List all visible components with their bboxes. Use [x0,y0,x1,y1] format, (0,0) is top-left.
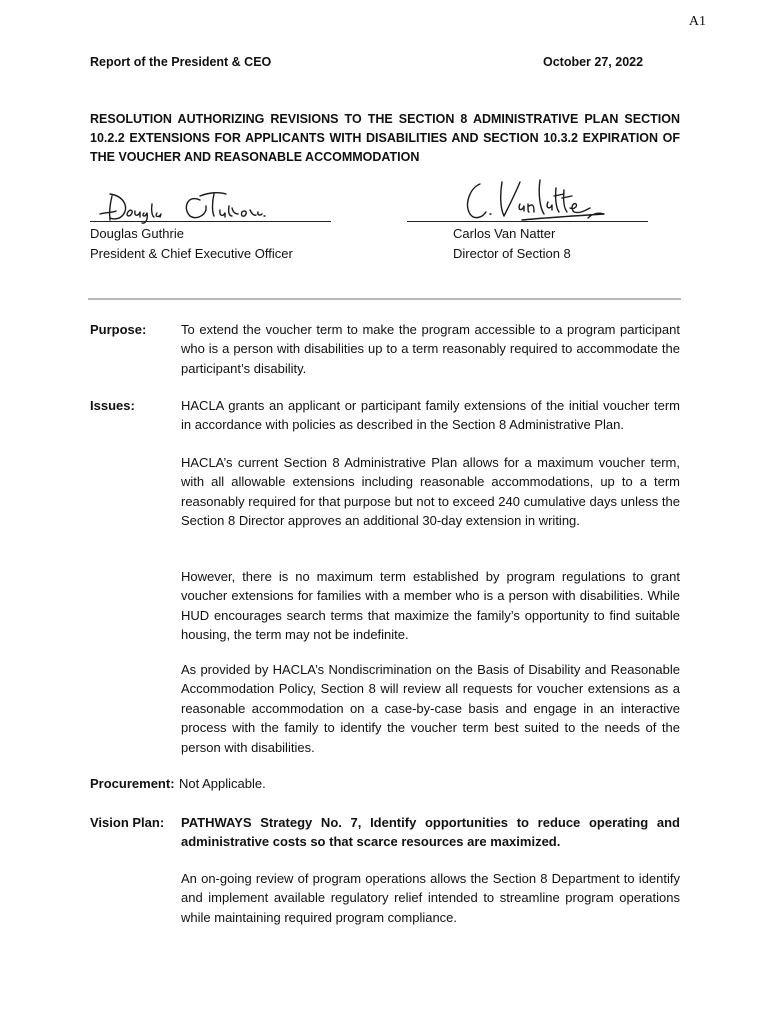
vision-plan-label: Vision Plan: [90,815,165,830]
report-date: October 27, 2022 [543,55,644,69]
issues-label: Issues: [90,398,135,413]
purpose-text: To extend the voucher term to make the program accessible to a program participant who is a person with disabilities up to a term reasonably required to accommodate the participant’s disability. [181,322,680,376]
vision-plan-text: An on-going review of program operations allows the Section 8 Department to identify and implement available regulatory relief intended to streamline program operations while maintaining required program compliance. [181,871,680,925]
procurement-text: Not Applicable. [178,776,266,791]
signatory-name-1: Douglas Guthrie [90,226,184,241]
signature-carlos-van-natter [462,174,612,224]
issues-paragraph-3: However, there is no maximum term established by program regulations to grant voucher extensions for families with a member who is a person with disabilities. While HUD encourages search terms that maximize the family’s opportunity to find suitable housing, the term may not be indefinite. [181,569,680,643]
signature-line-1 [90,221,331,222]
section-divider [88,298,681,300]
signature-line-2 [407,221,648,222]
issues-paragraph-4: As provided by HACLA’s Nondiscrimination on the Basis of Disability and Reasonable Accommodation Policy, Section 8 will review all requests for voucher extensions as a reasonable accommodation on a case-by-case basis and engage in an interactive process with the family to identify the voucher term best suited to the needs of the person with disabilities. [181,662,680,755]
vision-plan-strategy: PATHWAYS Strategy No. 7, Identify opportunities to reduce operating and administrative costs so that scarce resources are maximized. [181,815,680,850]
resolution-title: RESOLUTION AUTHORIZING REVISIONS TO THE SECTION 8 ADMINISTRATIVE PLAN SECTION 10.2.2 EXTENSIONS FOR APPLICANTS WITH DISABILITIES AND SECTION 10.3.2 EXPIRATION OF THE VOUCHER AND REASONABLE ACCOMMODATION [90,112,680,164]
report-header-title: Report of the President & CEO [90,55,272,69]
issues-paragraph-1: HACLA grants an applicant or participant family extensions of the initial voucher term in accordance with policies as described in the Section 8 Administrative Plan. [181,398,680,433]
procurement-label: Procurement: [90,776,175,791]
signatory-role-2: Director of Section 8 [453,246,571,261]
signature-douglas-guthrie [92,186,282,226]
procurement-row [90,774,266,793]
purpose-label: Purpose: [90,322,147,337]
issues-paragraph-2: HACLA’s current Section 8 Administrative Plan allows for a maximum voucher term, with all allowable extensions including reasonable accommodations, up to a term reasonably required for that purpose but not to exceed 240 cumulative days unless the Section 8 Director approves an additional 30-day extension in writing. [181,455,680,529]
page-number: A1 [688,14,706,29]
signatory-role-1: President & Chief Executive Officer [90,246,293,261]
signatory-name-2: Carlos Van Natter [453,226,556,241]
